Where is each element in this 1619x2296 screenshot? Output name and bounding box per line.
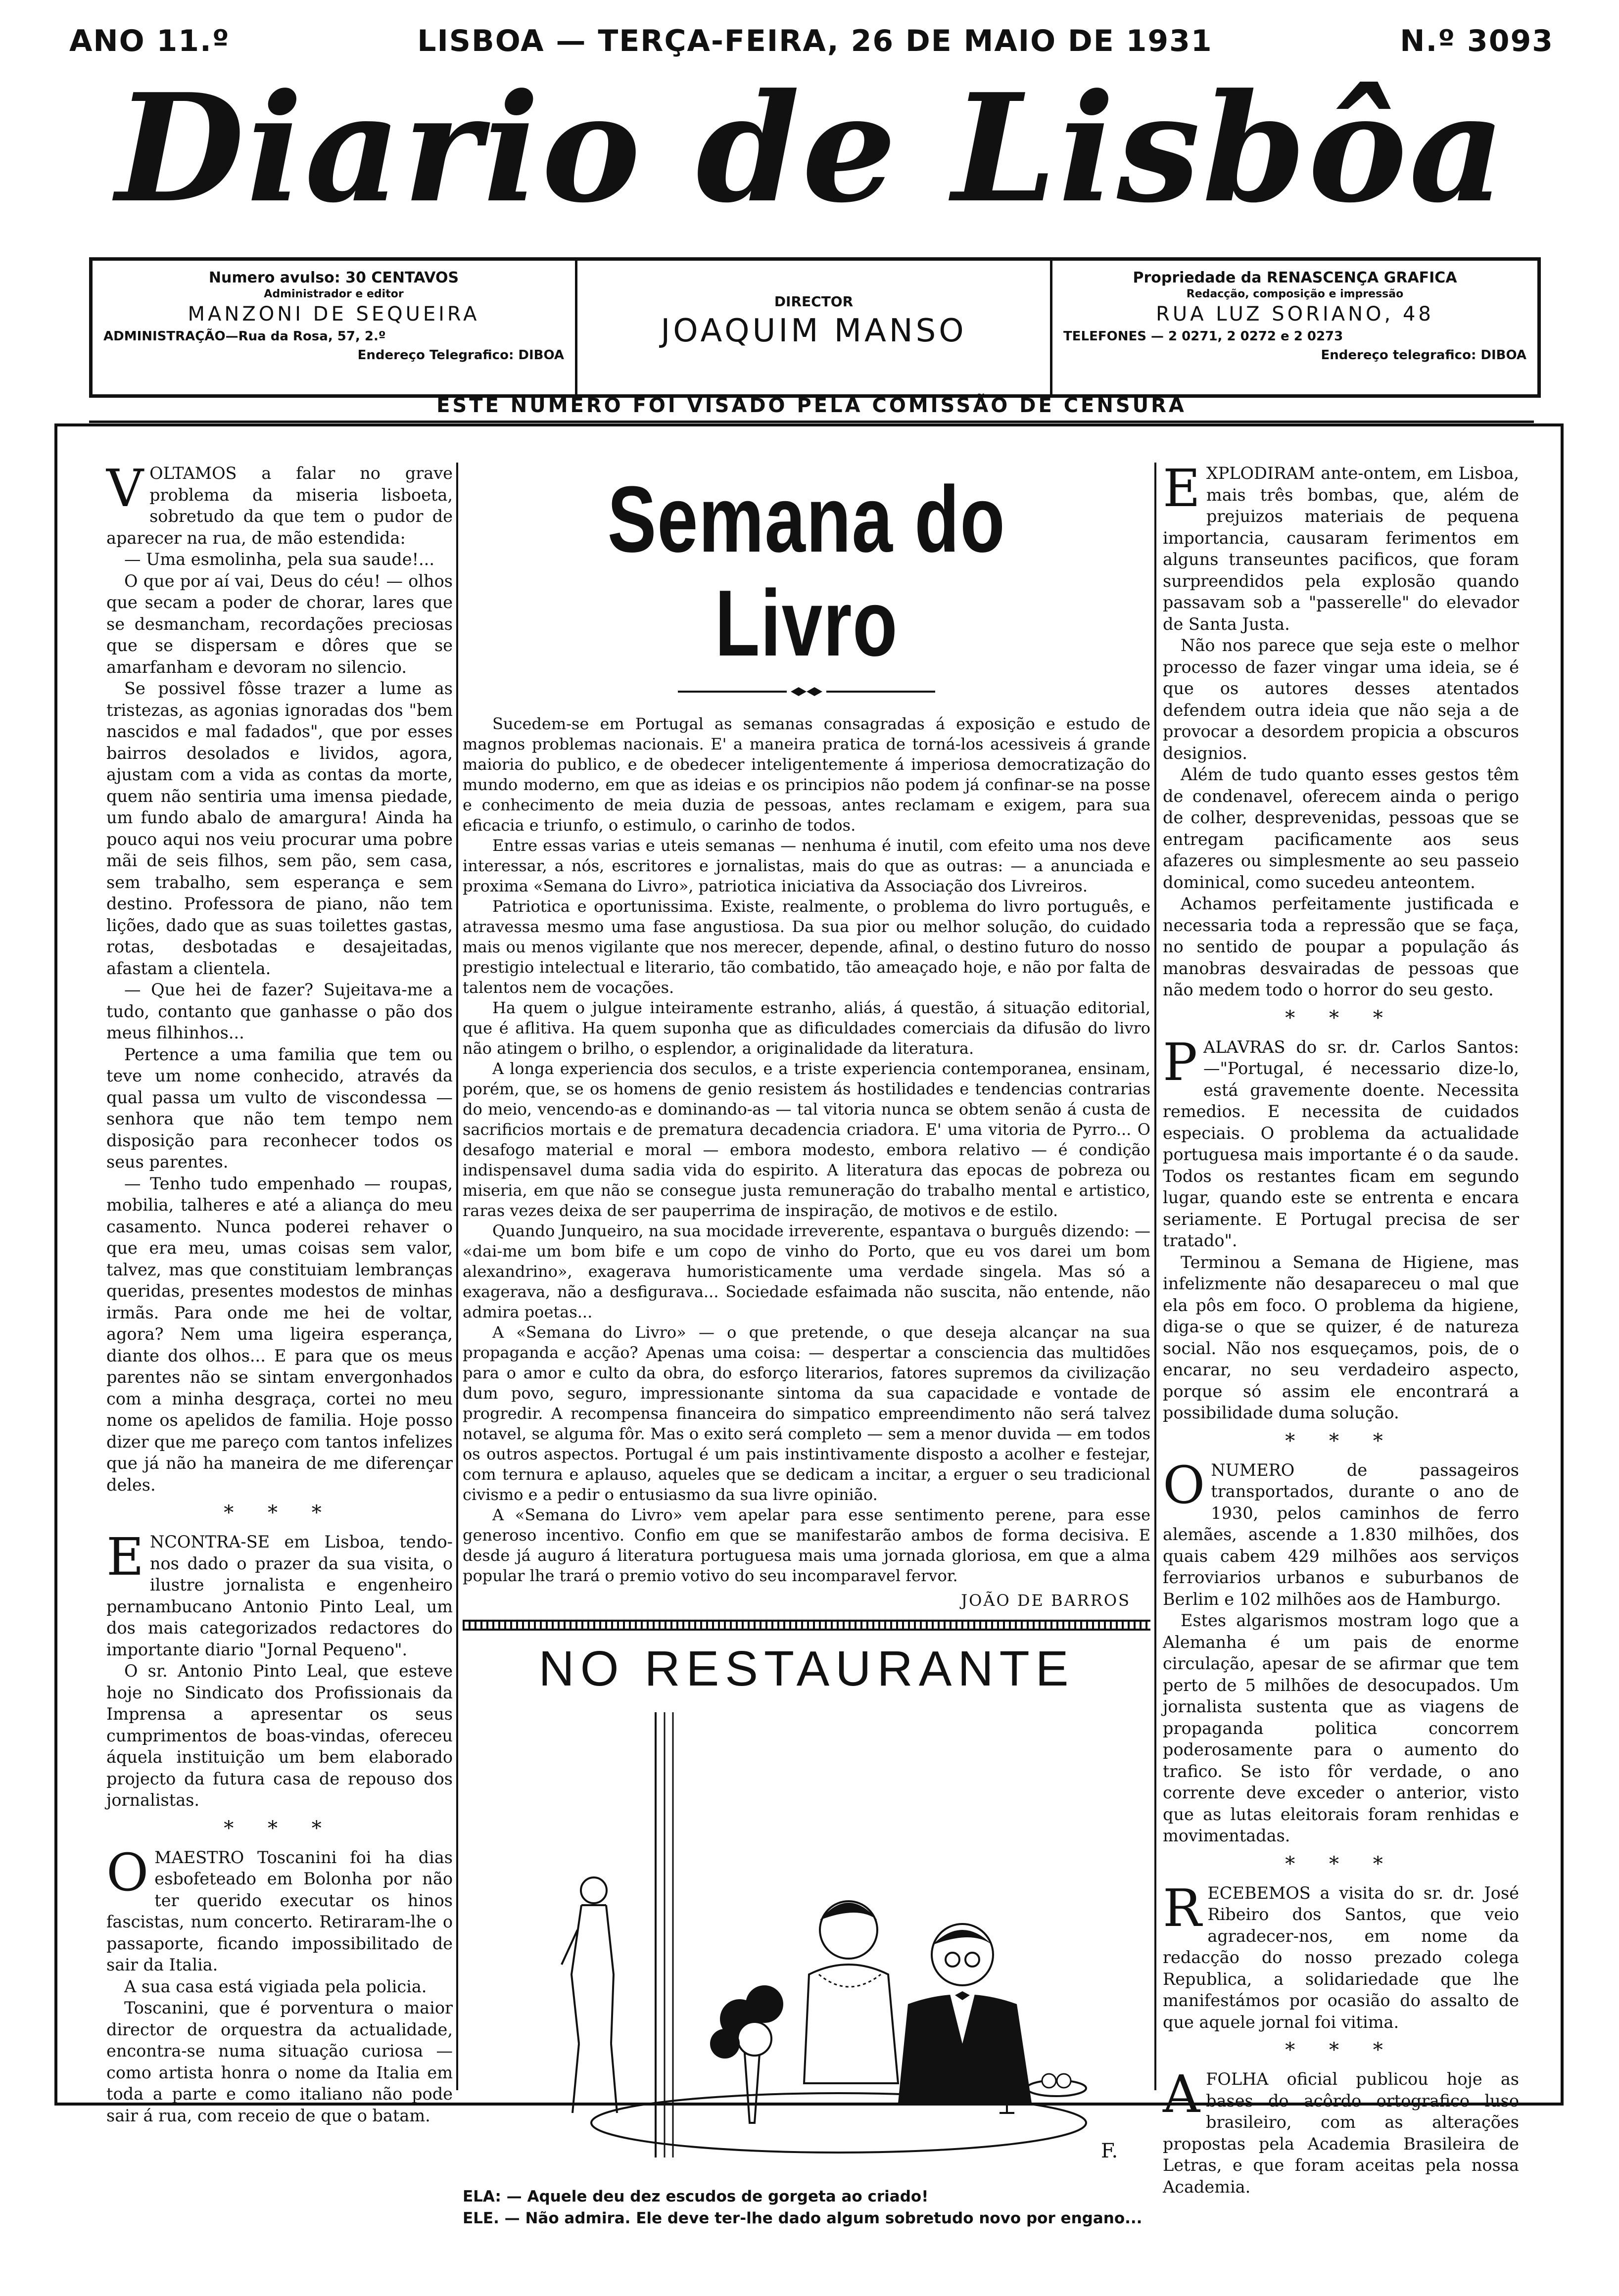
- director-name: JOAQUIM MANSO: [661, 313, 967, 349]
- left-column: [106, 458, 453, 2126]
- paragraph: A «Semana do Livro» — o que pretende, o que deseja alcançar na sua propaganda e acção? Apenas uma coisa: — despertar a consciencia das multidões para o amor e culto da obra, do esforço literarios, fatores supremos da civilização dum povo, seguro, impressionante sintoma da sua capacidade e vontade de progredir. A recompensa financeira do simpatico empreendimento não será talvez notavel, se alguma fôr. Mas o exito será completo — sem a menor duvida — em todos os outros aspectos. Portugal é um pais instintivamente disposto a acolher e festejar, com ternura e aplauso, aqueles que se dedicam a incitar, a erguer o seu tradicional civismo e a pedir o entusiasmo da sua livre opinião.: [463, 1323, 1150, 1504]
- admin-editor-label: Administrador e editor: [264, 288, 404, 300]
- dropcap: V: [106, 458, 144, 518]
- telephones: TELEFONES — 2 0271, 2 0272 e 2 0273: [1063, 329, 1343, 344]
- cartoon-caption-him: ELE. — Não admira. Ele deve ter-lhe dado algum sobretudo novo por engano...: [463, 2209, 1143, 2227]
- paragraph: Ha quem o julgue inteiramente estranho, aliás, á questão, á situação editorial, que é aflitiva. Ha quem suponha que as dificuldades comerciais da difusão do livro não atingem o brilho, o esplendor, a originalidade da literatura.: [463, 998, 1150, 1058]
- telegraphic-address-left: Endereço Telegrafico: DIBOA: [357, 348, 564, 363]
- paragraph: Quando Junqueiro, na sua mocidade irreverente, espantava o burguês dizendo: — «dai-me um bom bife e um copo de vinho do Porto, que eu vos darei um bom alexandrino», exagerava humoristicamente uma verdade singela. Mas só a exagerava, não a desfigurava... Sociedade esfaimada não suscita, não entende, não admira poetas...: [463, 1221, 1150, 1321]
- paragraph: A «Semana do Livro» vem apelar para esse sentimento perene, para esse generoso incentivo. Confio em que se manifestarão ambos de forma decisiva. E desde já auguro á literatura portuguesa mais uma jornada gloriosa, em que a alma popular lhe trará o premio votivo do seu incomparavel fervor.: [463, 1505, 1150, 1585]
- cartoon-top-border: [463, 1620, 1150, 1631]
- dropcap: E: [106, 1527, 144, 1587]
- article-caminhos-ferro: [1163, 1454, 1519, 1847]
- article-pinto-leal: [106, 1527, 453, 1811]
- article-semana-livro: [463, 714, 1150, 1586]
- paragraph: ALAVRAS do sr. dr. Carlos Santos: —"Portugal, é necessario dize-lo, está gravemente doente. Necessita remedios. E necessita de cuidados especiais. O problema da actualidade portuguesa mais importante é o da saude. Todos os restantes ficam em segundo lugar, quando este se entrenta e encara seriamente. E Portugal precisa de ser tratado".: [1163, 1037, 1519, 1250]
- director-label: DIRECTOR: [774, 293, 854, 310]
- headline: Semana do Livro: [607, 467, 1006, 676]
- article-toscanini: [106, 1842, 453, 2127]
- article-acordo-ortografico: [1163, 2064, 1519, 2198]
- admin-info: [93, 261, 577, 394]
- cartoon-caption-her: ELA: — Aquele deu dez escudos de gorgeta ao criado!: [463, 2188, 929, 2205]
- paragraph: A sua casa está vigiada pela policia.: [124, 1976, 427, 1996]
- section-stars: * * *: [1285, 1006, 1397, 1030]
- dateline: LISBOA — TERÇA-FEIRA, 26 DE MAIO DE 1931: [417, 24, 1213, 58]
- paragraph: MAESTRO Toscanini foi ha dias esbofeteado em Bolonha por não ter querido executar os hinos fascistas, num concerto. Retiraram-lhe o passaporte, ficando impossibilitado de sair da Italia.: [106, 1847, 453, 1974]
- dateline-bar: [69, 19, 1554, 63]
- publisher-info-box: [89, 257, 1541, 398]
- article-miseria: [106, 458, 453, 1496]
- paragraph: Se possivel fôsse trazer a lume as tristezas, as agonias ignoradas dos "bem nascidos e mal fadados", que por esses bairros desolados e lividos, agora, ajustam com a vida as contas da morte, quem não sentiria uma imensa piedade, um fundo abalo de amargura! Ainda ha pouco aqui nos veiu procurar uma pobre mãi de seis filhos, sem pão, sem casa, sem trabalho, sem esperança e sem destino. Professora de piano, não tem lições, dado que as suas toilettes gastas, rotas, desbotadas e desajeitadas, afastam a clientela.: [106, 679, 453, 978]
- paragraph: XPLODIRAM ante-ontem, em Lisboa, mais três bombas, que, além de prejuizos materiais de pequena importancia, causaram ferimentos em alguns transeuntes pacificos, que foram surpreendidos pela explosão quando passavam sob a "passerelle" do elevador de Santa Justa.: [1163, 464, 1519, 634]
- cartoon-title: NO RESTAURANTE: [538, 1641, 1075, 1696]
- article-republica: [1163, 1877, 1519, 2033]
- dropcap: E: [1163, 458, 1200, 518]
- middle-column: [463, 463, 1150, 2228]
- ornament-divider-icon: [678, 684, 935, 699]
- dropcap: O: [106, 1842, 149, 1903]
- paragraph: NUMERO de passageiros transportados, durante o ano de 1930, pelos caminhos de ferro alemães, ascende a 1.830 milhões, dos quais cabem 429 milhões aos serviços ferroviarios urbanos e suburbanos de Berlim e 102 milhões aos de Hamburgo.: [1163, 1460, 1519, 1609]
- telegraphic-address-right: Endereço telegrafico: DIBOA: [1321, 348, 1526, 363]
- paragraph: FOLHA oficial publicou hoje as bases do acôrdo ortografico luso brasileiro, com as alterações propostas pela Academia Brasileira de Letras, e que foram aceitas pela nossa Academia.: [1163, 2069, 1519, 2197]
- artist-mark: F.: [1101, 2140, 1118, 2162]
- section-stars: * * *: [1285, 2039, 1397, 2062]
- paragraph: Sucedem-se em Portugal as semanas consagradas á exposição e estudo de magnos problemas nacionais. E' a maneira pratica de torná-los acessiveis á grande maioria do publico, e de obedecer inteligentemente á imperiosa democratização do mundo moderno, em que as ideias e os principios não podem já confinar-se na posse e conhecimento de meia duzia de pessoas, antes reclamam e exigem, para sua eficacia e triunfo, o estimulo, o carinho de todos.: [463, 714, 1150, 835]
- redaction-address: RUA LUZ SORIANO, 48: [1156, 303, 1434, 326]
- paragraph: Toscanini, que é porventura o maior director de orquestra da actualidade, encontra-se numa situação curiosa — como artista honra o nome da Italia em toda a parte e como italiano não pode sair á rua, com receio de que o batam.: [106, 1998, 453, 2125]
- section-stars: * * *: [224, 1817, 335, 1840]
- property-line: Propriedade da RENASCENÇA GRAFICA: [1133, 269, 1457, 286]
- paragraph: Entre essas varias e uteis semanas — nenhuma é inutil, com efeito uma nos deve interessar, a nós, escritores e jornalistas, mais do que as outras: — a anunciada e proxima «Semana do Livro», patriotica iniciativa da Associação dos Livreiros.: [463, 836, 1150, 895]
- dropcap: O: [1163, 1454, 1205, 1515]
- administration-address: ADMINISTRAÇÃO—Rua da Rosa, 57, 2.º: [103, 329, 386, 344]
- paragraph: — Tenho tudo empenhado — roupas, mobilia, talheres e até a aliança do meu casamento. Nunca poderei rehaver o que era meu, umas coisas sem valor, talvez, mas que constituiam lembranças queridas, presentes modestos de minhas irmãs. Para onde me hei de voltar, agora? Nem uma ligeira esperança, diante dos olhos... E para que os meus parentes não se sintam envergonhados com a minha desgraça, cortei no meu nome os apelidos de familia. Hoje posso dizer que me pareço com tantos infelizes que já não ha maneira de me diferençar deles.: [106, 1173, 453, 1495]
- article-bombas: [1163, 458, 1519, 1001]
- paragraph: ECEBEMOS a visita do sr. dr. José Ribeiro dos Santos, que veio agradecer-nos, em nome da redacção do nosso prezado colega Republica, a solidariedade que lhe manifestámos por ocasião do assalto de que aquele jornal foi vitima.: [1163, 1883, 1519, 2032]
- paragraph: Além de tudo quanto esses gestos têm de condenavel, oferecem ainda o perigo de colher, desprevenidas, pessoas que se entregam pacificamente aos seus afazeres ou simplesmente ao seu passeio dominical, como sucedeu anteontem.: [1163, 765, 1519, 892]
- column-rule-right: [1154, 463, 1156, 2090]
- price: Numero avulso: 30 CENTAVOS: [208, 269, 459, 286]
- paragraph: Pertence a uma familia que tem ou teve um nome conhecido, através da qual passa um vulto de viscondessa — senhora que não tem tempo nem disposição para reconhecer todos os seus parentes.: [106, 1044, 453, 1171]
- paragraph: O que por aí vai, Deus do céu! — olhos que secam a poder de chorar, lares que se desmancham, recordações preciosas que se dispersam e dôres que se amarfanham e devoram no silencio.: [106, 571, 453, 677]
- censorship-notice: ESTE NUMERO FOI VISADO PELA COMISSÃO DE CENSURA: [89, 391, 1534, 423]
- dropcap: P: [1163, 1031, 1197, 1092]
- paragraph: NCONTRA-SE em Lisboa, tendo-nos dado o prazer da sua visita, o ilustre jornalista e engenheiro pernambucano Antonio Pinto Leal, um dos mais categorizados redactores do importante diario "Jornal Pequeno".: [106, 1532, 453, 1659]
- section-stars: * * *: [224, 1501, 335, 1524]
- issue-number: N.º 3093: [1400, 24, 1554, 58]
- column-rule-left: [456, 463, 458, 2090]
- dropcap: R: [1163, 1877, 1202, 1938]
- admin-editor-name: MANZONI DE SEQUEIRA: [188, 303, 480, 326]
- paragraph: Terminou a Semana de Higiene, mas infelizmente não desapareceu o mal que ela pôs em foco. O problema da higiene, diga-se o que se quizer, é de natureza social. Não nos esqueçamos, pois, de o encarar, no seu verdadeiro aspecto, porque só assim ele encontrará a possibilidade duma solução.: [1163, 1252, 1519, 1422]
- issue-year: ANO 11.º: [69, 24, 230, 58]
- article-carlos-santos: [1163, 1031, 1519, 1424]
- paragraph: Achamos perfeitamente justificada e necessaria toda a repressão que se faça, no sentido de poupar a população ás manobras desvairadas de pessoas que não medem todo o horror do seu gesto.: [1163, 894, 1519, 999]
- paragraph: Estes algarismos mostram logo que a Alemanha é um pais de enorme circulação, apesar de se afirmar que tem perto de 5 milhões de desocupados. Um jornalista sustenta que as viagens de propaganda politica concorrem poderosamente para o aumento do trafico. Se isto fôr verdade, o ano corrente deve exceder o anterior, visto que as lutas eleitorais foram renhidas e movimentadas.: [1163, 1611, 1519, 1845]
- restaurant-cartoon-illustration: [463, 1697, 1150, 2182]
- dropcap: A: [1163, 2064, 1200, 2124]
- section-stars: * * *: [1285, 1852, 1397, 1875]
- paragraph: OLTAMOS a falar no grave problema da miseria lisboeta, sobretudo da que tem o pudor de aparecer na rua, de mão estendida:: [106, 464, 453, 548]
- paragraph: A longa experiencia dos seculos, e a triste experiencia contemporanea, ensinam, porém, que, se os homens de genio resistem ás hostilidades e tendencias contrarias do meio, vencendo-as e dominando-as — tal vitoria nunca se obtem senão á custa de sacrificios mortais e de prematura decadencia criadora. E' uma vitoria de Pyrro... O desafogo material e moral — embora modesto, embora relativo — é condição indispensavel duma sadia vida do espirito. A literatura das epocas de pobreza ou miseria, em que não se consegue justa remuneração do trabalho mental e artistico, raras vezes deixa de ser pauperrima de inspiração, de motivos e de estilo.: [463, 1059, 1150, 1220]
- author-signature: JOÃO DE BARROS: [961, 1591, 1131, 1610]
- paragraph: — Uma esmolinha, pela sua saude!...: [124, 550, 434, 569]
- property-info: [1052, 261, 1537, 394]
- paragraph: Patriotica e oportunissima. Existe, realmente, o problema do livro português, e atravessa mesmo uma fase angustiosa. Da sua pior ou melhor solução, do cuidado mais ou menos vigilante que nos merecer, depende, afinal, o destino futuro do nosso prestigio intelectual e literario, tão combatido, tão ameaçado hoje, e não por falta de talentos nem de vocações.: [463, 897, 1150, 997]
- redaction-label: Redacção, composição e impressão: [1186, 288, 1404, 300]
- director-info: [577, 261, 1052, 394]
- paragraph: O sr. Antonio Pinto Leal, que esteve hoje no Sindicato dos Profissionais da Imprensa a apresentar os seus cumprimentos de boas-vindas, ofereceu áquela instituição um bem elaborado projecto da futura casa de repouso dos jornalistas.: [106, 1661, 453, 1810]
- right-column: [1163, 458, 1519, 2198]
- paragraph: Não nos parece que seja este o melhor processo de fazer vingar uma ideia, se é que os autores desses atentados defendem outra ideia que não seja a de provocar a desordem propicia a obscuros designios.: [1163, 636, 1519, 763]
- masthead: Diario de Lisbôa: [115, 61, 1508, 235]
- section-stars: * * *: [1285, 1429, 1397, 1453]
- paragraph: — Que hei de fazer? Sujeitava-me a tudo, contanto que ganhasse o pão dos meus filhinhos...: [106, 980, 453, 1042]
